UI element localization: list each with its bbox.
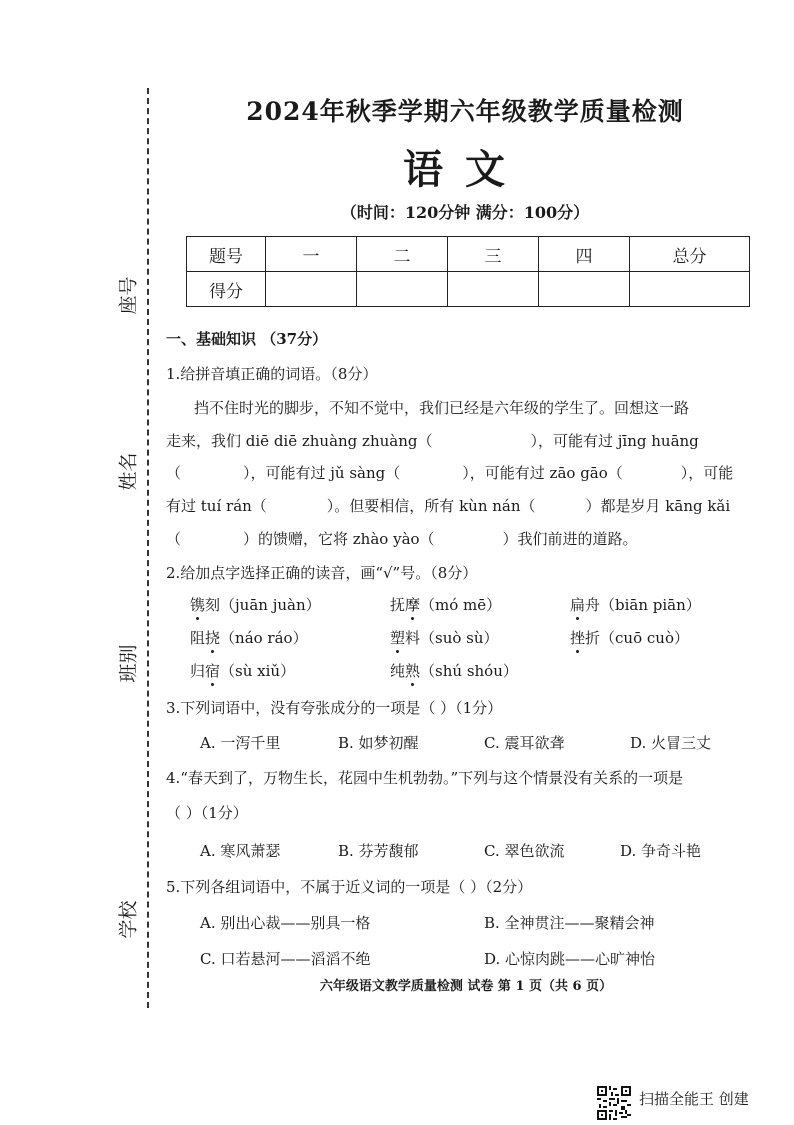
q4-option-b[interactable]: B. 芬芳馥郁	[338, 842, 419, 860]
score-table-cell: 二	[357, 237, 448, 272]
q1-passage-line: 挡不住时光的脚步，不知不觉中，我们已经是六年级的学生了。回想这一路	[194, 399, 690, 417]
score-table-score-row	[187, 272, 750, 307]
dotted-character: 摩	[405, 596, 421, 614]
score-table-cell: 一	[266, 237, 357, 272]
q1-passage-line	[166, 495, 776, 516]
score-table-cell: 题号	[187, 237, 266, 272]
score-table-cell: 总分	[630, 237, 750, 272]
q1-text: ），可能有过 jǔ sàng（	[243, 464, 401, 482]
q5-stem: 5.下列各组词语中，不属于近义词的一项是（ ）（2分）	[166, 878, 533, 896]
q2-choice[interactable]: 扁舟（biān piān）	[570, 596, 701, 614]
binding-dashed-line	[147, 88, 149, 1008]
q4-answer-bracket[interactable]: （ ）（1分）	[166, 804, 248, 822]
page-footer: 六年级语文教学质量检测 试卷 第 1 页（共 6 页）	[319, 979, 613, 994]
q2-choice[interactable]: 阻挠（náo ráo）	[190, 629, 308, 647]
score-blank-cell[interactable]	[539, 272, 630, 307]
score-table	[186, 236, 750, 307]
q4-option-a[interactable]: A. 寒风萧瑟	[200, 842, 281, 860]
section-heading: 一、基础知识 （37分）	[166, 330, 328, 348]
q1-text: ）都是岁月 kāng kǎi	[585, 497, 731, 515]
q2-choice[interactable]: 挫折（cuō cuò）	[570, 629, 689, 647]
q3-option-c[interactable]: C. 震耳欲聋	[484, 734, 565, 752]
q5-option-d[interactable]: D. 心惊肉跳——心旷神怡	[484, 950, 656, 968]
score-blank-cell[interactable]	[448, 272, 539, 307]
q1-text: （	[166, 530, 182, 548]
subject-title: 语文	[403, 146, 527, 193]
dotted-character: 熟	[405, 662, 421, 680]
score-blank-cell[interactable]	[357, 272, 448, 307]
q1-text: ），可能	[680, 464, 734, 482]
class-label: 班别	[117, 644, 140, 683]
q1-text: ），可能有过 jīng huāng	[530, 432, 699, 450]
q1-passage-line	[166, 528, 776, 549]
q1-text: （	[166, 464, 182, 482]
q4-option-c[interactable]: C. 翠色欲流	[484, 842, 565, 860]
scanner-app-label: 扫描全能王 创建	[639, 1090, 749, 1108]
score-blank-cell[interactable]	[630, 272, 750, 307]
q5-option-a[interactable]: A. 别出心裁——别具一格	[200, 914, 371, 932]
q3-stem: 3.下列词语中，没有夸张成分的一项是（ ）（1分）	[166, 699, 503, 717]
q1-stem: 1.给拼音填正确的词语。（8分）	[166, 365, 378, 383]
exam-time-and-score: （时间：120分钟 满分：100分）	[340, 203, 590, 222]
q1-text: 走来，我们 diē diē zhuàng zhuàng（	[166, 432, 433, 450]
q1-text: ）的馈赠，它将 zhào yào（	[243, 530, 435, 548]
q4-stem: 4.“春天到了，万物生长，花园中生机勃勃。”下列与这个情景没有关系的一项是	[166, 769, 684, 787]
q2-choice[interactable]: 塑料（suò sù）	[390, 629, 499, 647]
q2-choice[interactable]: 镌刻（juān juàn）	[190, 596, 321, 614]
q5-option-b[interactable]: B. 全神贯注——聚精会神	[484, 914, 655, 932]
q3-option-a[interactable]: A. 一泻千里	[200, 734, 281, 752]
score-blank-cell[interactable]	[266, 272, 357, 307]
score-table-cell: 四	[539, 237, 630, 272]
score-row-label: 得分	[187, 272, 266, 307]
q3-option-b[interactable]: B. 如梦初醒	[338, 734, 419, 752]
q1-text: 有过 tuí rán（	[166, 497, 267, 515]
q2-choice[interactable]: 纯熟（shú shóu）	[390, 662, 518, 680]
score-table-cell: 三	[448, 237, 539, 272]
school-label: 学校	[117, 900, 140, 939]
dotted-character: 挫	[570, 629, 586, 647]
name-label: 姓名	[117, 452, 140, 491]
q2-choice[interactable]: 抚摩（mó mē）	[390, 596, 502, 614]
seat-number-label: 座号	[117, 276, 140, 315]
q2-choice[interactable]: 归宿（sù xiǔ）	[190, 662, 296, 680]
q3-option-d[interactable]: D. 火冒三丈	[630, 734, 712, 752]
dotted-character: 挠	[205, 629, 221, 647]
q1-text: ）。但要相信，所有 kùn nán（	[326, 497, 536, 515]
q1-passage-line	[166, 430, 776, 451]
score-table-header-row	[187, 237, 750, 272]
exam-title: 2024年秋季学期六年级教学质量检测	[246, 97, 684, 126]
dotted-character: 宿	[205, 662, 221, 680]
q1-passage-line	[166, 462, 776, 483]
dotted-character: 镌	[190, 596, 206, 614]
dotted-character: 塑	[390, 629, 406, 647]
q4-option-d[interactable]: D. 争奇斗艳	[620, 842, 702, 860]
q2-stem: 2.给加点字选择正确的读音，画“√”号。（8分）	[166, 564, 478, 582]
qr-code-icon	[597, 1086, 631, 1120]
q1-text: ），可能有过 zāo gāo（	[462, 464, 623, 482]
q5-option-c[interactable]: C. 口若悬河——滔滔不绝	[200, 950, 371, 968]
q1-text: ）我们前进的道路。	[502, 530, 638, 548]
dotted-character: 扁	[570, 596, 586, 614]
